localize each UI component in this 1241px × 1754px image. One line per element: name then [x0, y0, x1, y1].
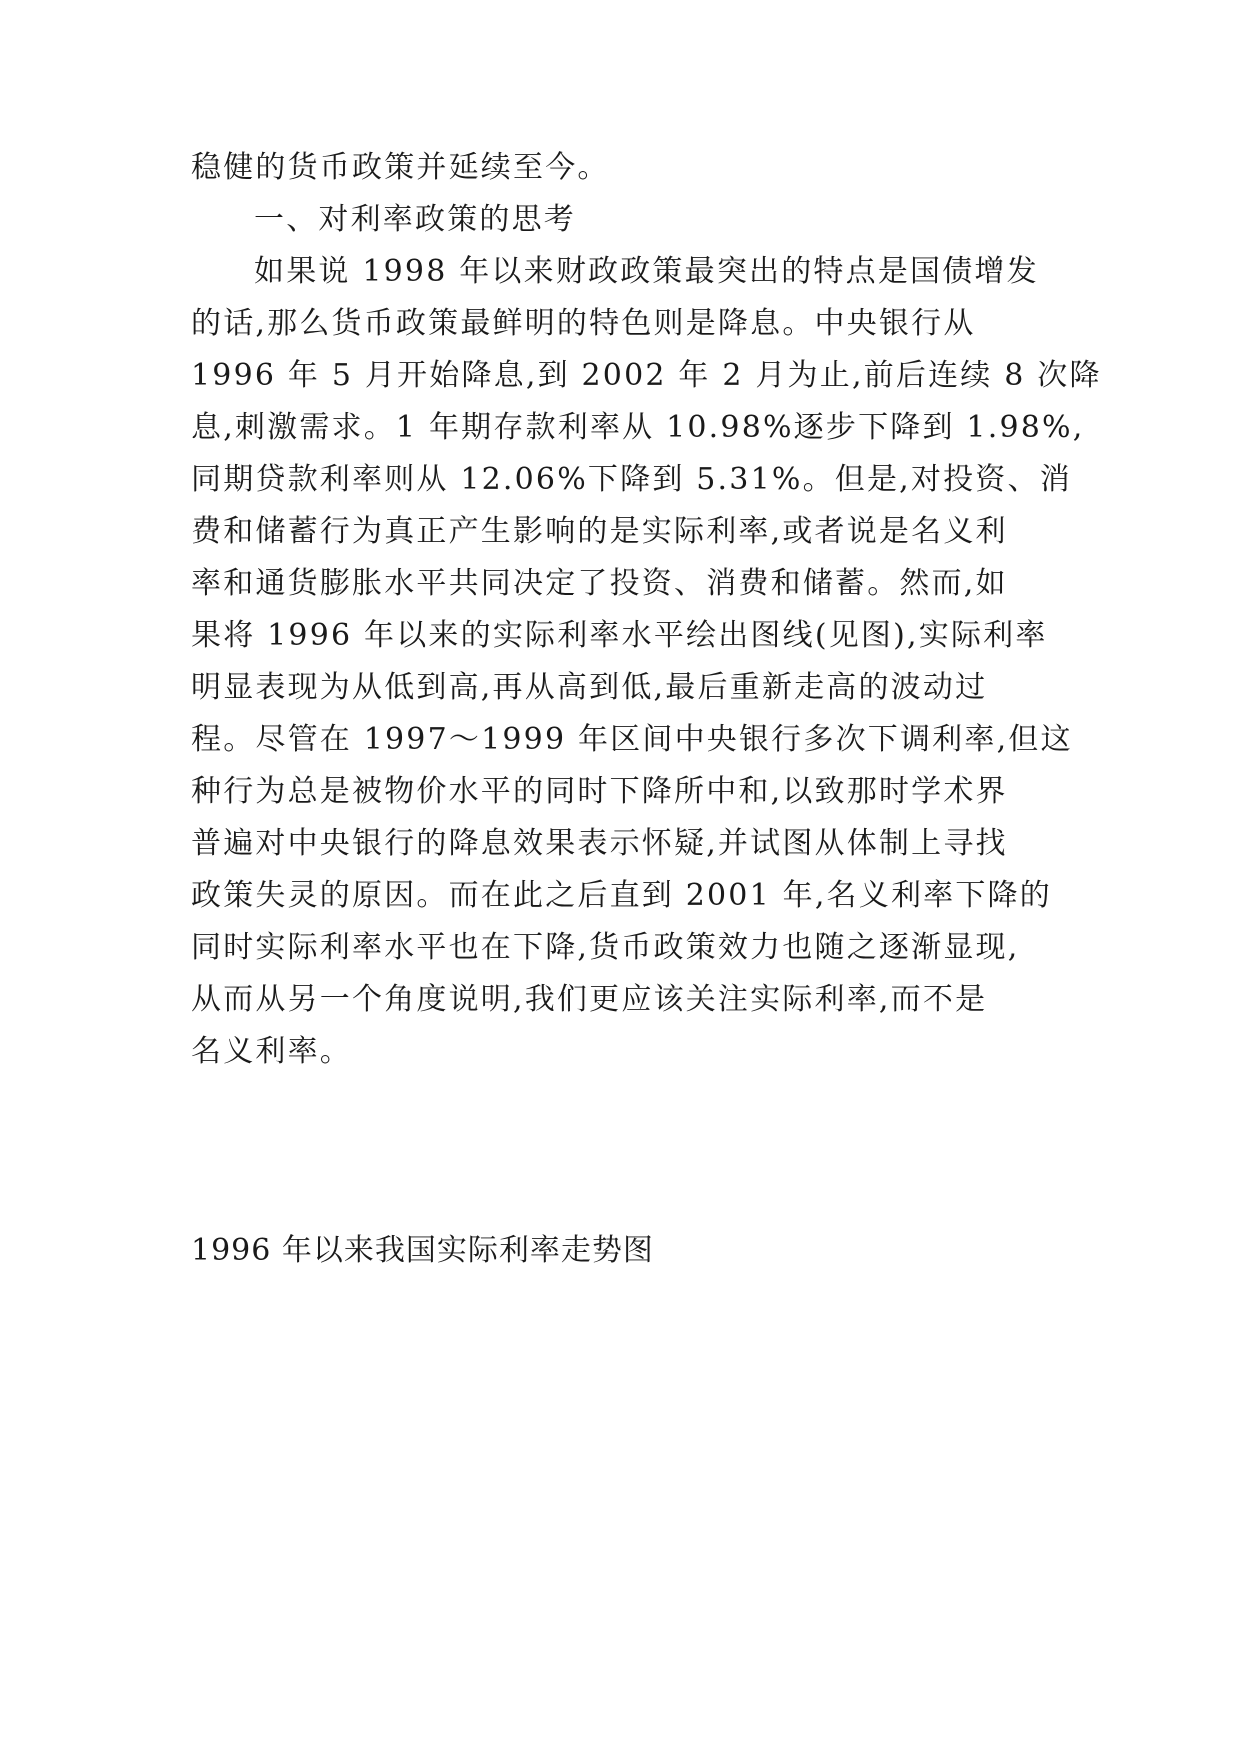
- text-line-7: 同期贷款利率则从 12.06%下降到 5.31%。但是,对投资、消: [191, 462, 1072, 497]
- figure-caption: 1996 年以来我国实际利率走势图: [191, 1233, 654, 1268]
- text-line-4: 的话,那么货币政策最鲜明的特色则是降息。中央银行从: [191, 306, 976, 341]
- text-line-12: 程。尽管在 1997～1999 年区间中央银行多次下调利率,但这: [191, 722, 1073, 757]
- text-line-11: 明显表现为从低到高,再从高到低,最后重新走高的波动过: [191, 670, 988, 705]
- text-line-17: 从而从另一个角度说明,我们更应该关注实际利率,而不是: [191, 982, 988, 1017]
- text-line-16: 同时实际利率水平也在下降,货币政策效力也随之逐渐显现,: [191, 930, 1020, 965]
- section-heading: 一、对利率政策的思考: [254, 202, 576, 237]
- text-line-6: 息,刺激需求。1 年期存款利率从 10.98%逐步下降到 1.98%,: [191, 410, 1085, 445]
- text-line-1: 稳健的货币政策并延续至今。: [191, 150, 610, 185]
- text-line-18: 名义利率。: [191, 1034, 352, 1069]
- text-line-15: 政策失灵的原因。而在此之后直到 2001 年,名义利率下降的: [191, 878, 1052, 913]
- text-line-10: 果将 1996 年以来的实际利率水平绘出图线(见图),实际利率: [191, 618, 1048, 653]
- paragraph-first-line: 如果说 1998 年以来财政政策最突出的特点是国债增发: [254, 254, 1039, 289]
- text-line-13: 种行为总是被物价水平的同时下降所中和,以致那时学术界: [191, 774, 1008, 809]
- text-line-14: 普遍对中央银行的降息效果表示怀疑,并试图从体制上寻找: [191, 826, 1008, 861]
- text-line-8: 费和储蓄行为真正产生影响的是实际利率,或者说是名义利: [191, 514, 1008, 549]
- text-line-9: 率和通货膨胀水平共同决定了投资、消费和储蓄。然而,如: [191, 566, 1008, 601]
- text-line-5: 1996 年 5 月开始降息,到 2002 年 2 月为止,前后连续 8 次降: [191, 358, 1102, 393]
